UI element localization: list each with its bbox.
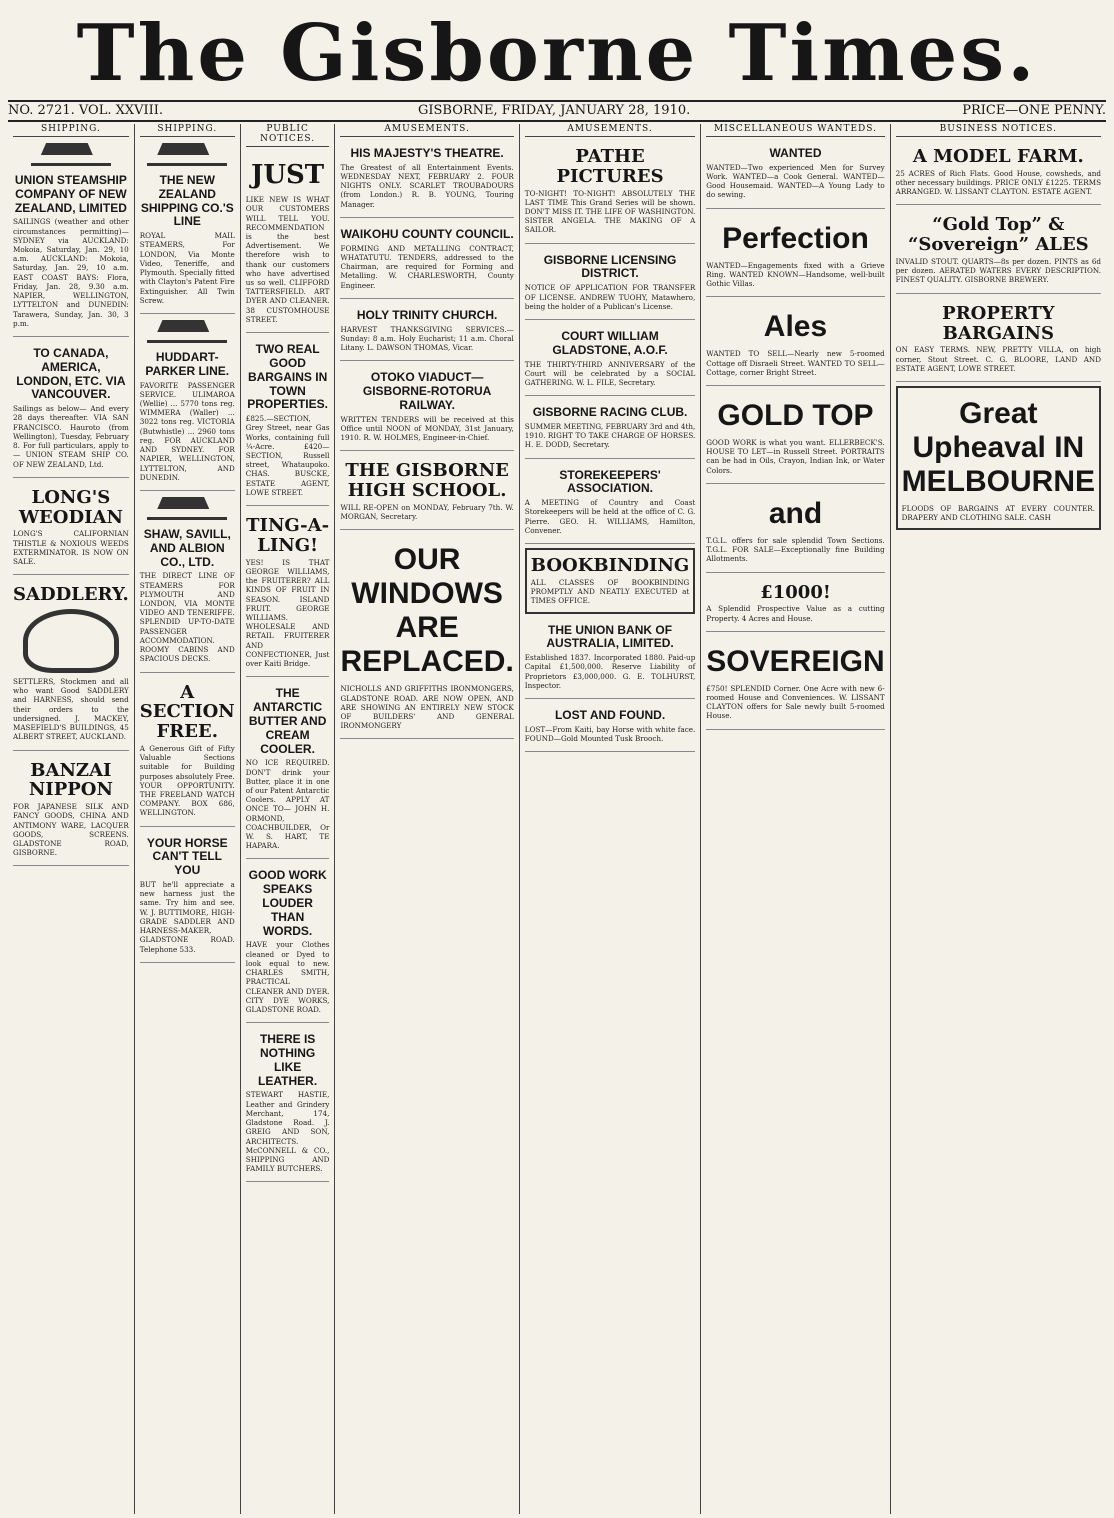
ad-title: HIS MAJESTY'S THEATRE. (350, 146, 504, 160)
ad-title: TING-A-LING! (246, 515, 330, 556)
ad-body: TO-NIGHT! TO-NIGHT! ABSOLUTELY THE LAST TIME This Grand Series will be shown. DON'T MISS IT. THE LIFE OF WASHINGTON. SISTER ANGELA. THE MAKING OF A SAILOR. (524, 188, 696, 235)
ad-body: STEWART HASTIE, Leather and Grindery Merchant, 174, Gladstone Road. J. GREIG AND SON, ARCHITECTS. McCONNELL & CO., SHIPPING AND FAMILY BUTCHERS. (245, 1090, 330, 1174)
ad-leather (246, 1027, 330, 1182)
ad-waikohu-council (340, 222, 513, 299)
ad-title: GOOD WORK SPEAKS LOUDER THAN WORDS. (248, 868, 327, 938)
ad-body: THE THIRTY-THIRD ANNIVERSARY of the Court will be celebrated by a SOCIAL GATHERING. W. L. FILE, Secretary. (524, 359, 696, 387)
ad-title: UNION STEAMSHIP COMPANY OF NEW ZEALAND, LIMITED (14, 173, 127, 215)
column-3 (241, 124, 336, 1514)
ad-high-school (340, 455, 513, 530)
ad-title: GISBORNE LICENSING DISTRICT. (543, 252, 677, 281)
ad-great-upheaval (896, 386, 1101, 530)
ad-one-thousand (706, 577, 884, 632)
column-2 (135, 124, 241, 1514)
ad-wanted (706, 141, 884, 209)
ad-pathe-pictures (525, 141, 696, 244)
ad-canada-america (13, 341, 129, 478)
ad-and (706, 488, 884, 573)
ad-body: NO ICE REQUIRED. DON'T drink your Butter, place it in one of our Patent Antarctic Coolers. APPLY AT ONCE TO— JOHN H. ORMOND, COACHBUILDER, Or W. S. HART, TE HAPARA. (245, 758, 330, 851)
ad-title: TWO REAL GOOD BARGAINS IN TOWN PROPERTIES. (247, 342, 328, 412)
issue-date: GISBORNE, FRIDAY, JANUARY 28, 1910. (418, 103, 691, 118)
ad-body: LOST—From Kaiti, bay Horse with white face. FOUND—Gold Mounted Tusk Brooch. (524, 724, 696, 744)
column-1 (8, 124, 135, 1514)
issue-number: NO. 2721. VOL. XXVIII. (8, 103, 164, 118)
ad-union-bank (525, 618, 696, 699)
column-header: AMUSEMENTS. (525, 124, 696, 137)
ad-title: THE ANTARCTIC BUTTER AND CREAM COOLER. (248, 686, 327, 756)
ad-model-farm (896, 141, 1101, 205)
ad-title: THE GISBORNE HIGH SCHOOL. (345, 460, 509, 502)
ad-title: YOUR HORSE CAN'T TELL YOU (146, 835, 228, 878)
ad-body: NICHOLLS AND GRIFFITHS IRONMONGERS, GLADSTONE ROAD. ARE NOW OPEN, AND ARE SHOWING AN ENTIRELY NEW STOCK OF BUILDERS' AND GENERAL IRONMONGERY (340, 684, 514, 731)
ad-title: WAIKOHU COUNTY COUNCIL. (340, 226, 514, 241)
steamship-icon (147, 495, 227, 520)
ad-title: THE NEW ZEALAND SHIPPING CO.'S LINE (140, 173, 234, 229)
ad-body: FLOODS OF BARGAINS AT EVERY COUNTER. DRAPERY AND CLOTHING SALE. CASH (901, 503, 1095, 523)
ad-title: and (768, 496, 823, 530)
ad-storekeepers-association (525, 463, 696, 544)
saddle-icon (23, 609, 119, 673)
ad-buttimore-saddler (140, 831, 235, 963)
ad-body: SUMMER MEETING, FEBRUARY 3rd and 4th, 1910. RIGHT TO TAKE CHARGE OF HORSES. H. E. DODD, Secretary. (524, 421, 696, 450)
ad-saddlery (13, 579, 129, 750)
ad-body: A Generous Gift of Fifty Valuable Sections suitable for Building purposes absolutely Free. YOUR OPPORTUNITY. THE FREELAND WATCH COMPANY. BOX 686, WELLINGTON. (139, 743, 235, 818)
ad-title: JUST (251, 160, 325, 190)
ad-body: T.G.L. offers for sale splendid Town Sections. T.G.L. FOR SALE—Exceptionally fine Building Allotments. (706, 535, 885, 564)
ad-title: THE UNION BANK OF AUSTRALIA, LIMITED. (546, 622, 674, 651)
ad-town-properties (246, 337, 330, 506)
ad-body: ON EASY TERMS. NEW, PRETTY VILLA, on high corner, Stout Street. C. G. BLOORE, LAND AND ESTATE AGENT, LOWE STREET. (895, 345, 1101, 373)
ad-title: SADDLERY. (13, 584, 129, 606)
ad-body: INVALID STOUT. QUARTS—8s per dozen. PINTS as 6d per dozen. AERATED WATERS EVERY DESCRIPTION. FINEST QUALITY. GISBORNE BREWERY. (895, 257, 1101, 285)
column-header: BUSINESS NOTICES. (896, 124, 1101, 137)
issue-strip (8, 100, 1106, 122)
ad-shaw-savill-albion (140, 522, 235, 673)
ad-title: OTOKO VIADUCT—GISBORNE-ROTORUA RAILWAY. (362, 370, 492, 412)
ad-title: BANZAI NIPPON (28, 759, 113, 801)
ad-title: THERE IS NOTHING LIKE LEATHER. (258, 1032, 318, 1088)
ad-body: YES! IS THAT GEORGE WILLIAMS, the FRUITERER? ALL KINDS OF FRUIT IN SEASON. ISLAND FRUIT. GEORGE WILLIAMS. WHOLESALE AND RETAIL FRUITERER AND CONFECTIONER, Just over Kaiti Bridge. (245, 557, 330, 669)
ad-body: LIKE NEW IS WHAT OUR CUSTOMERS WILL TELL YOU. RECOMMENDATION is the best Advertisement. We therefore wish to thank our customers who have advertised us so well. CLIFFORD TATTERSFIELD. ART DYER AND CLEANER. 38 CUSTOMHOUSE STREET. (245, 195, 330, 324)
ad-windows-replaced (340, 534, 513, 739)
ad-title: COURT WILLIAM GLADSTONE, A.O.F. (552, 328, 668, 357)
ad-court-william-gladstone (525, 324, 696, 396)
ad-title: OUR WINDOWS ARE REPLACED. (340, 543, 514, 679)
ad-body: SAILINGS (weather and other circumstances permitting)— SYDNEY via AUCKLAND: Mokoia, Saturday, Jan. 29, 10 a.m. AUCKLAND: Mokoia, Saturday, Jan. 29, 10 a.m. EAST COAST BAYS: Flora, Friday, Jan. 28, 9.30 a.m. NAPIER, WELLINGTON, LYTTELTON and DUNEDIN: Tarawera, Sunday, Jan. 30, 3 p.m. (13, 217, 129, 328)
ad-title: Ales (763, 310, 828, 344)
ad-longs-weodian (13, 482, 129, 575)
ad-body: BUT he'll appreciate a new harness just the same. Try him and see. W. J. BUTTIMORE, HIGH-GRADE SADDLER AND HARNESS-MAKER, GLADSTONE ROAD. Telephone 533. (139, 880, 235, 954)
steamship-icon (147, 318, 227, 343)
ad-body: THE DIRECT LINE OF STEAMERS FOR PLYMOUTH AND LONDON, VIA MONTE VIDEO AND TENERIFFE. SPLENDID UP-TO-DATE PASSENGER ACCOMMODATION. ROOMY CABINS AND SPACIOUS DECKS. (139, 571, 235, 664)
ad-title: SOVEREIGN (706, 644, 885, 678)
ad-bookbinding (525, 548, 696, 613)
ad-body: WILL RE-OPEN on MONDAY, February 7th. W. MORGAN, Secretary. (340, 502, 514, 522)
ad-body: A Splendid Prospective Value as a cutting Property. 4 Acres and House. (706, 604, 885, 623)
ad-huddart-parker (140, 345, 235, 491)
ad-his-majestys-theatre (340, 141, 513, 218)
ad-body: SETTLERS, Stockmen and all who want Good SADDLERY and HARNESS, should send their orders to the undersigned. J. MACKEY, MASEFIELD'S BUILDINGS, 45 ALBERT STREET, AUCKLAND. (13, 677, 129, 742)
ad-title: BOOKBINDING (530, 555, 690, 577)
ad-body: Sailings as below— And every 28 days thereafter. VIA SAN FRANCISCO. Hauroto (from Wellington), Tuesday, February 8. For full particulars, apply to— UNION STEAM SHIP CO. OF NEW ZEALAND, Ltd. (13, 404, 129, 469)
column-header: AMUSEMENTS. (340, 124, 513, 137)
ad-body: HAVE your Clothes cleaned or Dyed to look equal to new. CHARLES SMITH, PRACTICAL CLEANER AND DYER. CITY DYE WORKS, GLADSTONE ROAD. (245, 940, 330, 1014)
column-header: PUBLIC NOTICES. (246, 124, 330, 147)
ad-body: FAVORITE PASSENGER SERVICE. ULIMAROA (Wellie) ... 5770 tons reg. WIMMERA (Waller) ... 3022 tons reg. VICTORIA (Butwhistle) ... 2960 tons reg. FOR AUCKLAND AND SYDNEY. FOR NAPIER, WELLINGTON, LYTTELTON, AND DUNEDIN. (139, 380, 235, 482)
ad-body: WANTED—Engagements fixed with a Grieve Ring. WANTED KNOWN—Handsome, well-built Gothic Villas. (706, 260, 885, 289)
ad-title: “Gold Top” & “Sovereign” ALES (907, 214, 1089, 256)
ad-title: HUDDART-PARKER LINE. (145, 349, 230, 378)
ad-title: PATHE PICTURES (556, 146, 664, 187)
ad-body: FOR JAPANESE SILK AND FANCY GOODS, CHINA AND ANTIMONY WARE, LACQUER GOODS, SCREENS. GLADSTONE ROAD, GISBORNE. (13, 802, 129, 858)
ad-just (246, 151, 330, 333)
ad-title: SHAW, SAVILL, AND ALBION CO., LTD. (143, 526, 231, 569)
ad-body: Established 1837. Incorporated 1880. Paid-up Capital £1,500,000. Reserve Liability of Proprietors £3,000,000. G. E. TOLHURST, Inspector. (524, 653, 696, 690)
column-7 (891, 124, 1106, 1514)
column-header: MISCELLANEOUS WANTEDS. (706, 124, 884, 137)
steamship-icon (147, 141, 227, 166)
ad-body: FORMING AND METALLING CONTRACT, WHATATUTU. TENDERS, addressed to the Chairman, are required for Forming and Metalling. W. CHARLESWORTH, County Engineer. (340, 243, 514, 290)
ad-body: HARVEST THANKSGIVING SERVICES.—Sunday: 8 a.m. Holy Eucharist; 11 a.m. Choral Litany. L. DAWSON THOMAS, Vicar. (340, 324, 514, 353)
ad-section-free (140, 677, 235, 827)
issue-price: PRICE—ONE PENNY. (962, 103, 1106, 118)
ad-gold-top-sovereign (896, 209, 1101, 293)
column-header: SHIPPING. (13, 124, 129, 137)
ad-title: STOREKEEPERS' ASSOCIATION. (559, 467, 661, 496)
column-6 (701, 124, 890, 1514)
steamship-icon (31, 141, 111, 166)
ad-body: The Greatest of all Entertainment Events. WEDNESDAY NEXT, FEBRUARY 2. FOUR NIGHTS ONLY. SCARLET TROUBADOURS (from London.) R. B. YOUNG, Touring Manager. (340, 162, 514, 209)
column-grid (8, 124, 1106, 1514)
ad-title: £1000! (760, 581, 831, 603)
ad-new-zealand-shipping (140, 168, 235, 314)
ad-body: A MEETING of Country and Coast Storekeepers will be held at the office of C. G. Pierre. GEO. H. WILLIAMS, Hamilton, Convener. (524, 498, 696, 535)
ad-body: WRITTEN TENDERS will be received at this Office until NOON of MONDAY, 31st January, 1910. R. W. HOLMES, Engineer-in-Chief. (340, 414, 514, 443)
ad-title: WANTED (769, 146, 822, 160)
ad-body: WANTED TO SELL—Nearly new 5-roomed Cottage off Disraeli Street. WANTED TO SELL—Cottage, corner Bright Street. (706, 349, 885, 377)
ad-otoko-viaduct (340, 365, 513, 451)
ad-body: ALL CLASSES OF BOOKBINDING PROMPTLY AND NEATLY EXECUTED at TIMES OFFICE. (530, 577, 690, 606)
ad-title: A SECTION FREE. (139, 681, 235, 743)
ad-title: A MODEL FARM. (912, 146, 1084, 167)
ad-lost-found (525, 703, 696, 752)
ad-title: Perfection (722, 221, 869, 255)
ad-body: ROYAL MAIL STEAMERS, For LONDON, Via Monte Video, Teneriffe, and Plymouth. Specially fitted with Clayton's Patent Fire Extinguisher. All Twin Screw. (139, 231, 235, 305)
column-header: SHIPPING. (140, 124, 235, 137)
ad-licensing-district (525, 248, 696, 320)
ad-good-work (246, 863, 330, 1023)
ad-title: HOLY TRINITY CHURCH. (356, 307, 498, 322)
ad-body: WANTED—Two experienced Men for Survey Work. WANTED—a Cook General. WANTED—Good Housemaid. WANTED—A Young Lady to do sewing. (706, 162, 885, 200)
ad-title: LONG'S WEODIAN (18, 486, 123, 528)
ad-union-steamship (13, 168, 129, 337)
ad-title: PROPERTY BARGAINS (942, 302, 1055, 344)
ad-perfection (706, 213, 884, 298)
ad-antarctic-cooler (246, 681, 330, 859)
ad-property-bargains (896, 298, 1101, 382)
column-4 (335, 124, 519, 1514)
ad-body: £750! SPLENDID Corner. One Acre with new 6-roomed House and Conveniences. W. LISSANT CLAYTON offers for Sale newly built 5-roomed House. (706, 683, 885, 721)
ad-body: £825.—SECTION, Grey Street, near Gas Works, containing full ¼-Acre. £420—SECTION, Russell street, Whataupoko. CHAS. BUSCKE, ESTATE AGENT, LOWE STREET. (245, 414, 330, 497)
ad-body: NOTICE OF APPLICATION FOR TRANSFER OF LICENSE. ANDREW TUOHY, Matawhero, being the holder of a Publican's License. (524, 283, 696, 311)
ad-body: 25 ACRES of Rich Flats. Good House, cowsheds, and other necessary buildings. PRICE ONLY £1225. TERMS ARRANGED. W. LISSANT CLAYTON. ESTATE AGENT. (895, 168, 1101, 197)
masthead-title: The Gisborne Times. (76, 8, 1038, 99)
ad-sovereign (706, 636, 884, 730)
ad-title: GOLD TOP (717, 398, 874, 432)
ad-title: TO CANADA, AMERICA, LONDON, ETC. VIA VANCOUVER. (16, 346, 126, 402)
ad-body: LONG'S CALIFORNIAN THISTLE & NOXIOUS WEEDS EXTERMINATOR. IS NOW ON SALE. (13, 529, 129, 566)
ad-title: GISBORNE RACING CLUB. (532, 405, 688, 420)
ad-title: Great Upheaval IN MELBOURNE (901, 396, 1096, 498)
column-5 (520, 124, 702, 1514)
ad-title: LOST AND FOUND. (554, 708, 666, 723)
ad-body: GOOD WORK is what you want. ELLERBECK'S. HOUSE TO LET—in Russell Street. PORTRAITS can be had in Oils, Crayon, Indian Ink, or Water Colors. (706, 437, 885, 475)
ad-racing-club (525, 400, 696, 458)
ad-gold-top (706, 390, 884, 484)
ad-ting-a-ling (246, 510, 330, 677)
ad-banzai-nippon (13, 755, 129, 867)
ad-holy-trinity (340, 303, 513, 361)
ad-ales (706, 301, 884, 386)
